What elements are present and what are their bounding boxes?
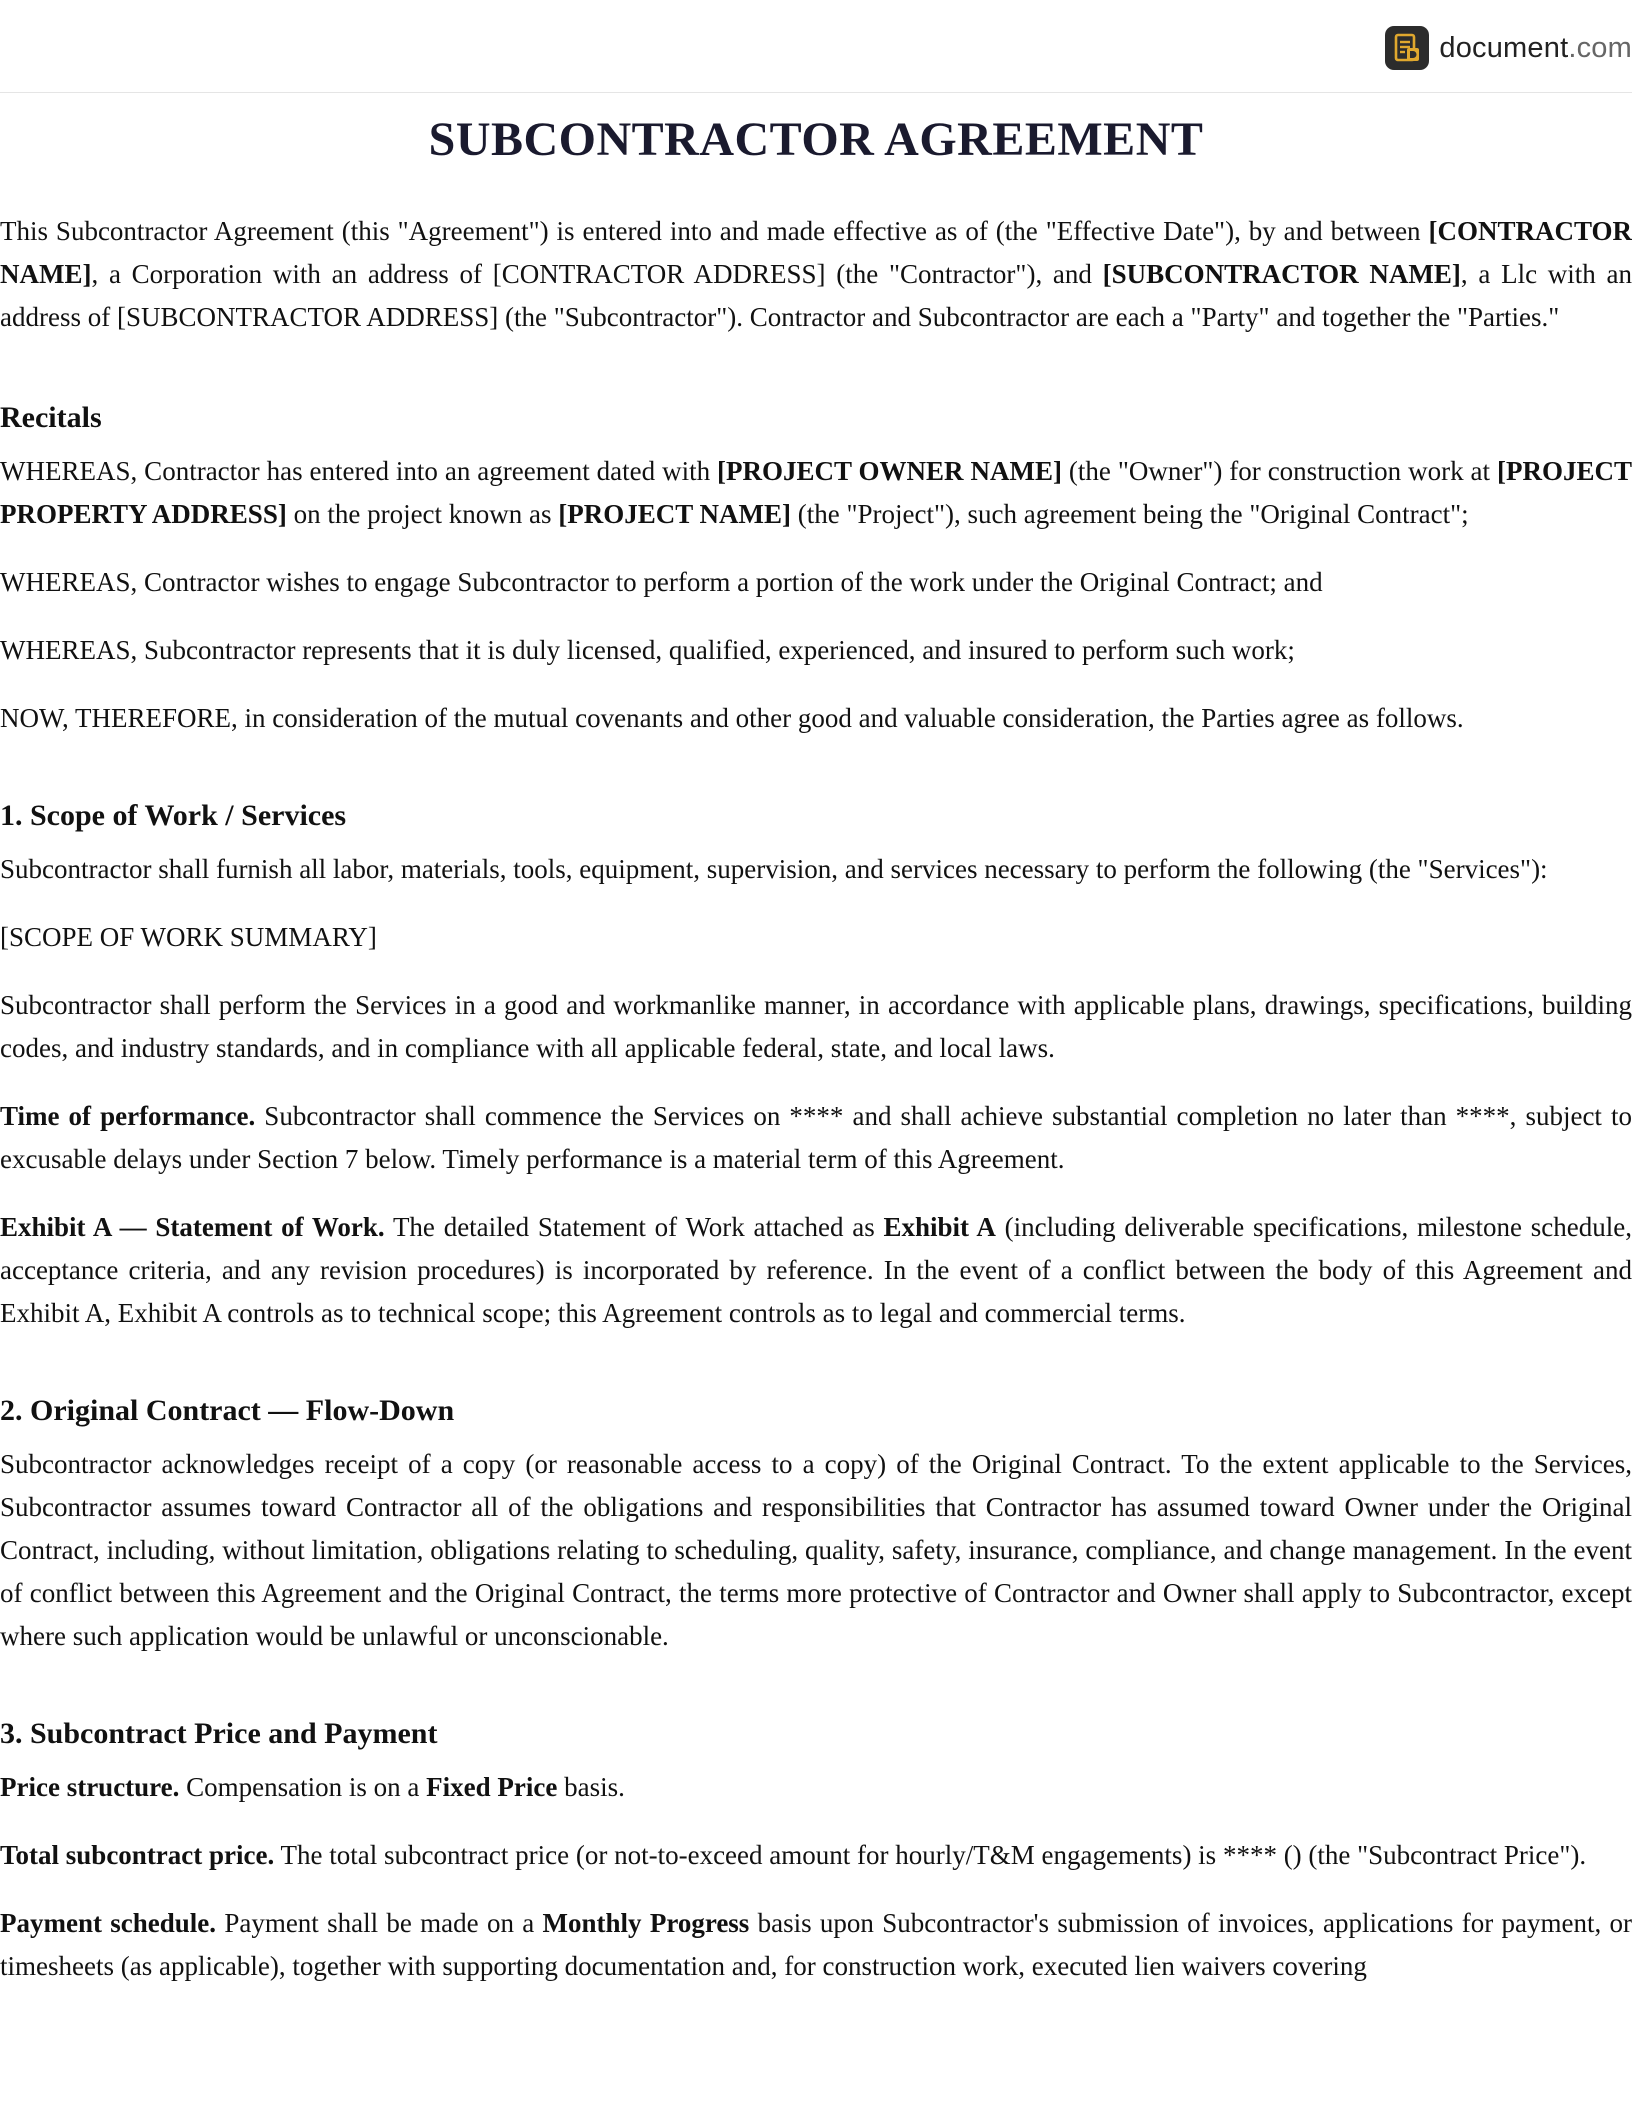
section-paragraph: Subcontractor shall furnish all labor, materials, tools, equipment, supervision, and services necessary to perform the following (the "Services"): — [0, 854, 1548, 884]
brand-name: document.com — [1439, 31, 1632, 64]
section-paragraph: [SCOPE OF WORK SUMMARY] — [0, 922, 377, 952]
section-heading-flow-down: 2. Original Contract — Flow-Down — [0, 1394, 455, 1427]
section-heading-scope: 1. Scope of Work / Services — [0, 799, 347, 832]
header-bar — [0, 0, 1632, 93]
section-paragraph: Subcontractor shall perform the Services in a good and workmanlike manner, in accordance with applicable plans, drawings, specifications, building codes, and industry standards, and in compliance with all applicable federal, state, and local laws. — [0, 990, 1632, 1063]
section-paragraph: Subcontractor acknowledges receipt of a copy (or reasonable access to a copy) of the Original Contract. To the extent applicable to the Services, Subcontractor assumes toward Contractor all of the obligations and responsibilities that Contractor has assumed toward Owner under the Original Contract, including, without limitation, obligations relating to scheduling, quality, safety, insurance, compliance, and change management. In the event of conflict between this Agreement and the Original Contract, the terms more protective of Contractor and Owner shall apply to Subcontractor, except where such application would be unlawful or unconscionable. — [0, 1449, 1632, 1651]
recitals-heading: Recitals — [0, 401, 102, 434]
document-title: SUBCONTRACTOR AGREEMENT — [428, 113, 1204, 166]
section-paragraph: Exhibit A — Statement of Work. The detailed Statement of Work attached as Exhibit A (including deliverable specifications, milestone schedule, acceptance criteria, and any revision procedures) is incorporated by reference. In the event of a conflict between the body of this Agreement and Exhibit A, Exhibit A controls as to technical scope; this Agreement controls as to legal and commercial terms. — [0, 1212, 1632, 1328]
section-paragraph: Time of performance. Subcontractor shall commence the Services on **** and shall achieve substantial completion no later than ****, subject to excusable delays under Section 7 below. Timely performance is a material term of this Agreement. — [0, 1101, 1632, 1174]
recital-paragraph: WHEREAS, Contractor has entered into an agreement dated with [PROJECT OWNER NAME] (the "Owner") for construction work at [PROJECT PROPERTY ADDRESS] on the project known as [PROJECT NAME] (the "Project"), such agreement being the "Original Contract"; — [0, 456, 1632, 529]
section-paragraph: Price structure. Compensation is on a Fixed Price basis. — [0, 1772, 625, 1802]
brand-logo-link[interactable] — [1385, 25, 1632, 71]
document-logo-icon — [1385, 26, 1429, 70]
recital-paragraph: NOW, THEREFORE, in consideration of the mutual covenants and other good and valuable consideration, the Parties agree as follows. — [0, 703, 1464, 733]
intro-paragraph: This Subcontractor Agreement (this "Agreement") is entered into and made effective as of (the "Effective Date"), by and between [CONTRACTOR NAME], a Corporation with an address of [CONTRACTOR ADDRESS] (the "Contractor"), and [SUBCONTRACTOR NAME], a Llc with an address of [SUBCONTRACTOR ADDRESS] (the "Subcontractor"). Contractor and Subcontractor are each a "Party" and together the "Parties." — [0, 216, 1632, 332]
recital-paragraph: WHEREAS, Contractor wishes to engage Subcontractor to perform a portion of the work under the Original Contract; and — [0, 567, 1323, 597]
section-paragraph: Total subcontract price. The total subcontract price (or not-to-exceed amount for hourly/T&M engagements) is **** () (the "Subcontract Price"). — [0, 1840, 1587, 1870]
section-paragraph: Payment schedule. Payment shall be made on a Monthly Progress basis upon Subcontractor's submission of invoices, applications for payment, or timesheets (as applicable), together with supporting documentation and, for construction work, executed lien waivers covering — [0, 1908, 1632, 1981]
recital-paragraph: WHEREAS, Subcontractor represents that it is duly licensed, qualified, experienced, and insured to perform such work; — [0, 635, 1295, 665]
section-heading-price: 3. Subcontract Price and Payment — [0, 1717, 438, 1750]
document-body — [0, 108, 1632, 2013]
